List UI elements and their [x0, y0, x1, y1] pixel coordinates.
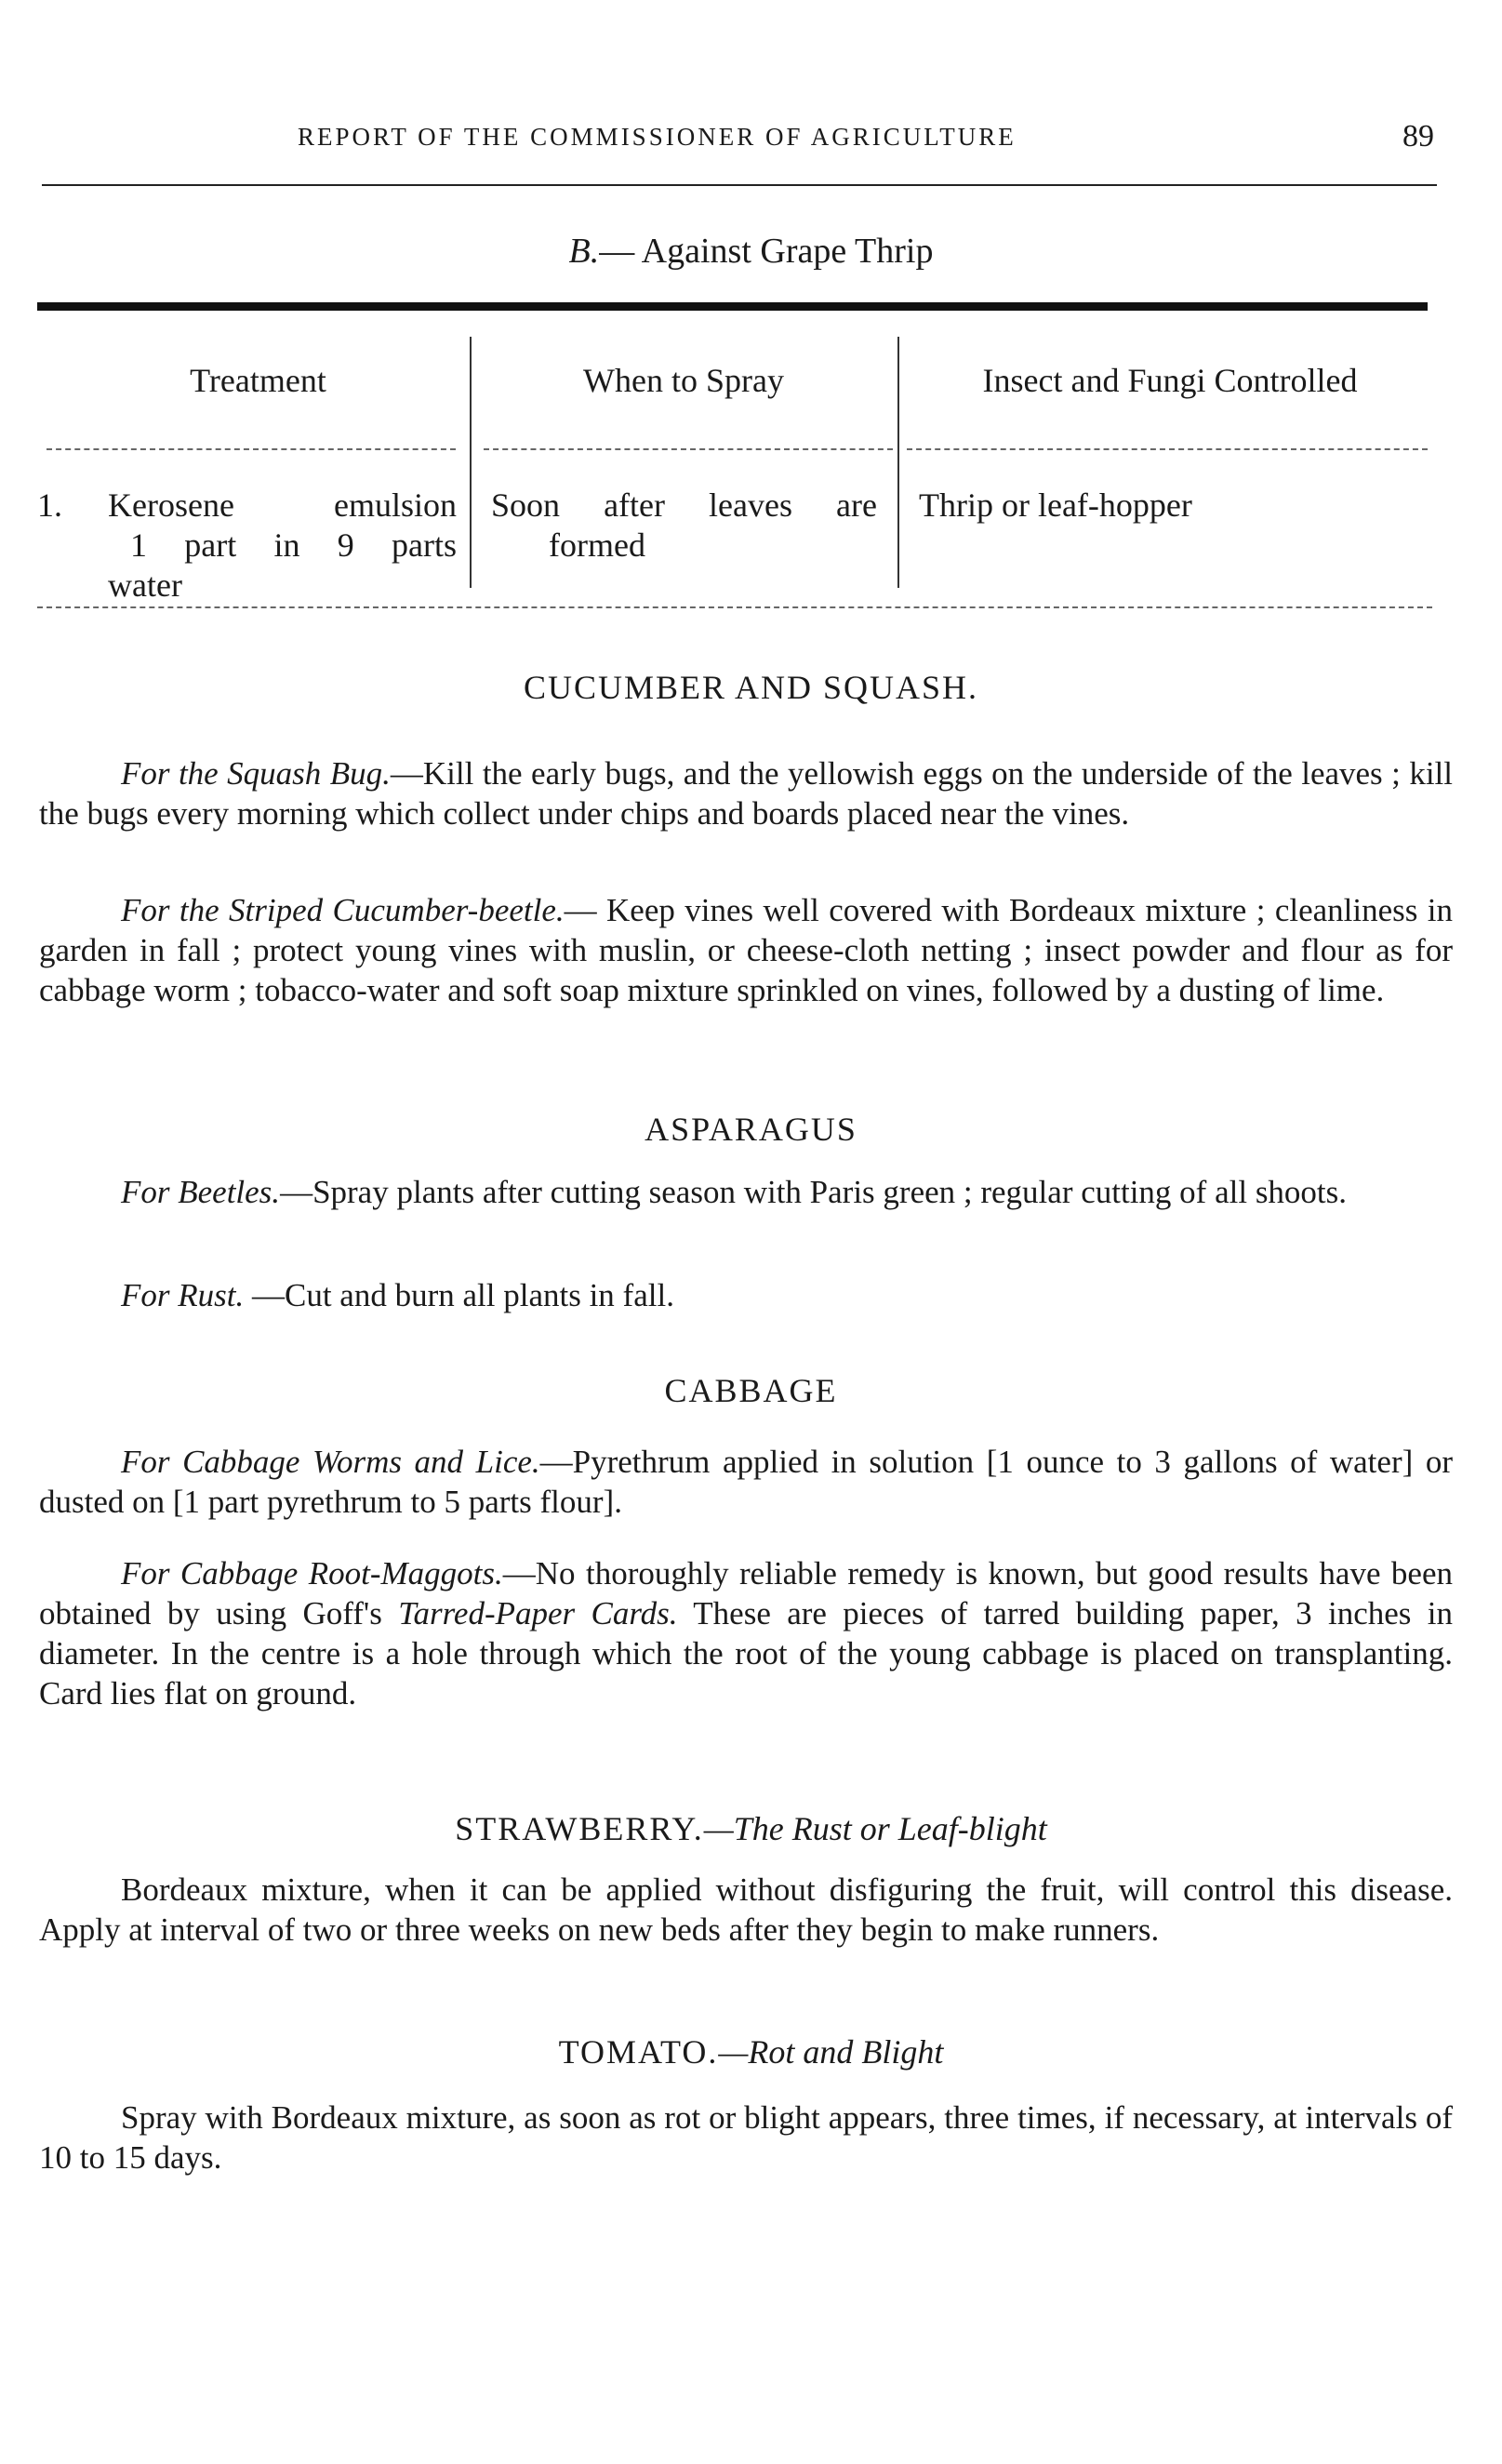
row-number: 1. [37, 486, 62, 524]
section-heading-cabbage: CABBAGE [664, 1372, 838, 1409]
page-number: 89 [1402, 119, 1434, 153]
paragraph-rust [39, 1275, 1453, 1315]
paragraph-lead: For Rust. [121, 1277, 245, 1313]
section-heading-asparagus: ASPARAGUS [645, 1111, 857, 1148]
controlled-cell: Thrip or leaf-hopper [919, 486, 1192, 524]
paragraph-lead: For the Striped Cucumber-beetle. [121, 892, 565, 928]
paragraph-lead: For Cabbage Worms and Lice. [121, 1444, 540, 1480]
header-underline-1 [47, 448, 456, 450]
paragraph-cabbage-worms [39, 1442, 1453, 1522]
paragraph-cucumber-beetle [39, 890, 1453, 1010]
paragraph-text: —Kill the early bugs, and the yellowish eggs on the underside of the leaves ; kill the bugs every morning which collect under chips and boards placed near the vines. [39, 755, 1453, 832]
paragraph-text-continued: These are pieces of tarred building paper, 3 inches in diameter. In the centre is a hole through which the root of the young cabbage is placed on transplanting. Card lies flat on ground. [39, 1595, 1453, 1711]
paragraph-text: —Pyrethrum applied in solution [1 ounce to 3 gallons of water] or dusted on [1 part pyrethrum to 5 parts flour]. [39, 1444, 1453, 1520]
column-divider-1 [470, 337, 472, 588]
section-heading-tomato [0, 2032, 1502, 2071]
header-underline-3 [907, 448, 1428, 450]
paragraph-text: —Spray plants after cutting season with Paris green ; regular cutting of all shoots. [280, 1174, 1348, 1210]
page-header [0, 119, 1502, 160]
table-top-rule [37, 302, 1428, 311]
column-divider-2 [897, 337, 899, 588]
treatment-line-2: 1 part in 9 parts [130, 526, 457, 564]
table-title-prefix: B. [568, 232, 600, 271]
table-title-text: — Against Grape Thrip [599, 232, 934, 271]
paragraph-lead: For Beetles. [121, 1174, 281, 1210]
column-header-treatment: Treatment [190, 362, 326, 399]
section-heading-subtitle: —Rot and Blight [718, 2033, 944, 2071]
running-head: REPORT OF THE COMMISSIONER OF AGRICULTURE [298, 123, 1017, 151]
paragraph-text: Spray with Bordeaux mixture, as soon as rot or blight appears, three times, if necessary, at intervals of 10 to 15 days. [39, 2099, 1453, 2176]
treatment-line-1: Kerosene emulsion [108, 486, 457, 524]
section-heading-subtitle: —The Rust or Leaf-blight [703, 1810, 1047, 1847]
section-heading-cucumber-squash: CUCUMBER AND SQUASH. [523, 669, 979, 706]
header-underline-2 [484, 448, 893, 450]
table-title [0, 231, 1502, 272]
section-heading-strawberry [0, 1809, 1502, 1848]
table-bottom-rule [37, 606, 1432, 608]
column-header-controlled: Insect and Fungi Controlled [982, 362, 1358, 399]
header-rule [42, 184, 1437, 186]
paragraph-lead: For the Squash Bug. [121, 755, 391, 792]
paragraph-text: —Cut and burn all plants in fall. [244, 1277, 674, 1313]
section-heading-text: STRAWBERRY. [455, 1810, 704, 1847]
column-header-when: When to Spray [583, 362, 784, 399]
paragraph-text: —No thoroughly reliable remedy is known, but good results have been obtained by using Goff's [39, 1555, 1454, 1632]
when-line-1: Soon after leaves are [491, 486, 877, 524]
paragraph-text: — Keep vines well covered with Bordeaux mixture ; cleanliness in garden in fall ; protect young vines with muslin, or cheese-cloth netting ; insect powder and flour as for cabbage worm ; tobacco-water and soft soap mixture sprinkled on vines, followed by a dusting of lime. [39, 892, 1453, 1008]
paragraph-tomato [39, 2098, 1453, 2178]
paragraph-squash-bug [39, 753, 1453, 833]
paragraph-lead: For Cabbage Root-Maggots. [121, 1555, 503, 1592]
paragraph-root-maggots [39, 1553, 1453, 1713]
paragraph-beetles [39, 1172, 1453, 1212]
when-line-2: formed [549, 526, 645, 564]
paragraph-strawberry [39, 1870, 1453, 1950]
paragraph-text: Bordeaux mixture, when it can be applied without disfiguring the fruit, will control this disease. Apply at interval of two or three weeks on new beds after they begin to make runners. [39, 1871, 1453, 1948]
paragraph-italic-term: Tarred-Paper Cards. [398, 1595, 678, 1632]
treatment-line-3: water [108, 566, 182, 604]
section-heading-text: TOMATO. [558, 2033, 719, 2071]
